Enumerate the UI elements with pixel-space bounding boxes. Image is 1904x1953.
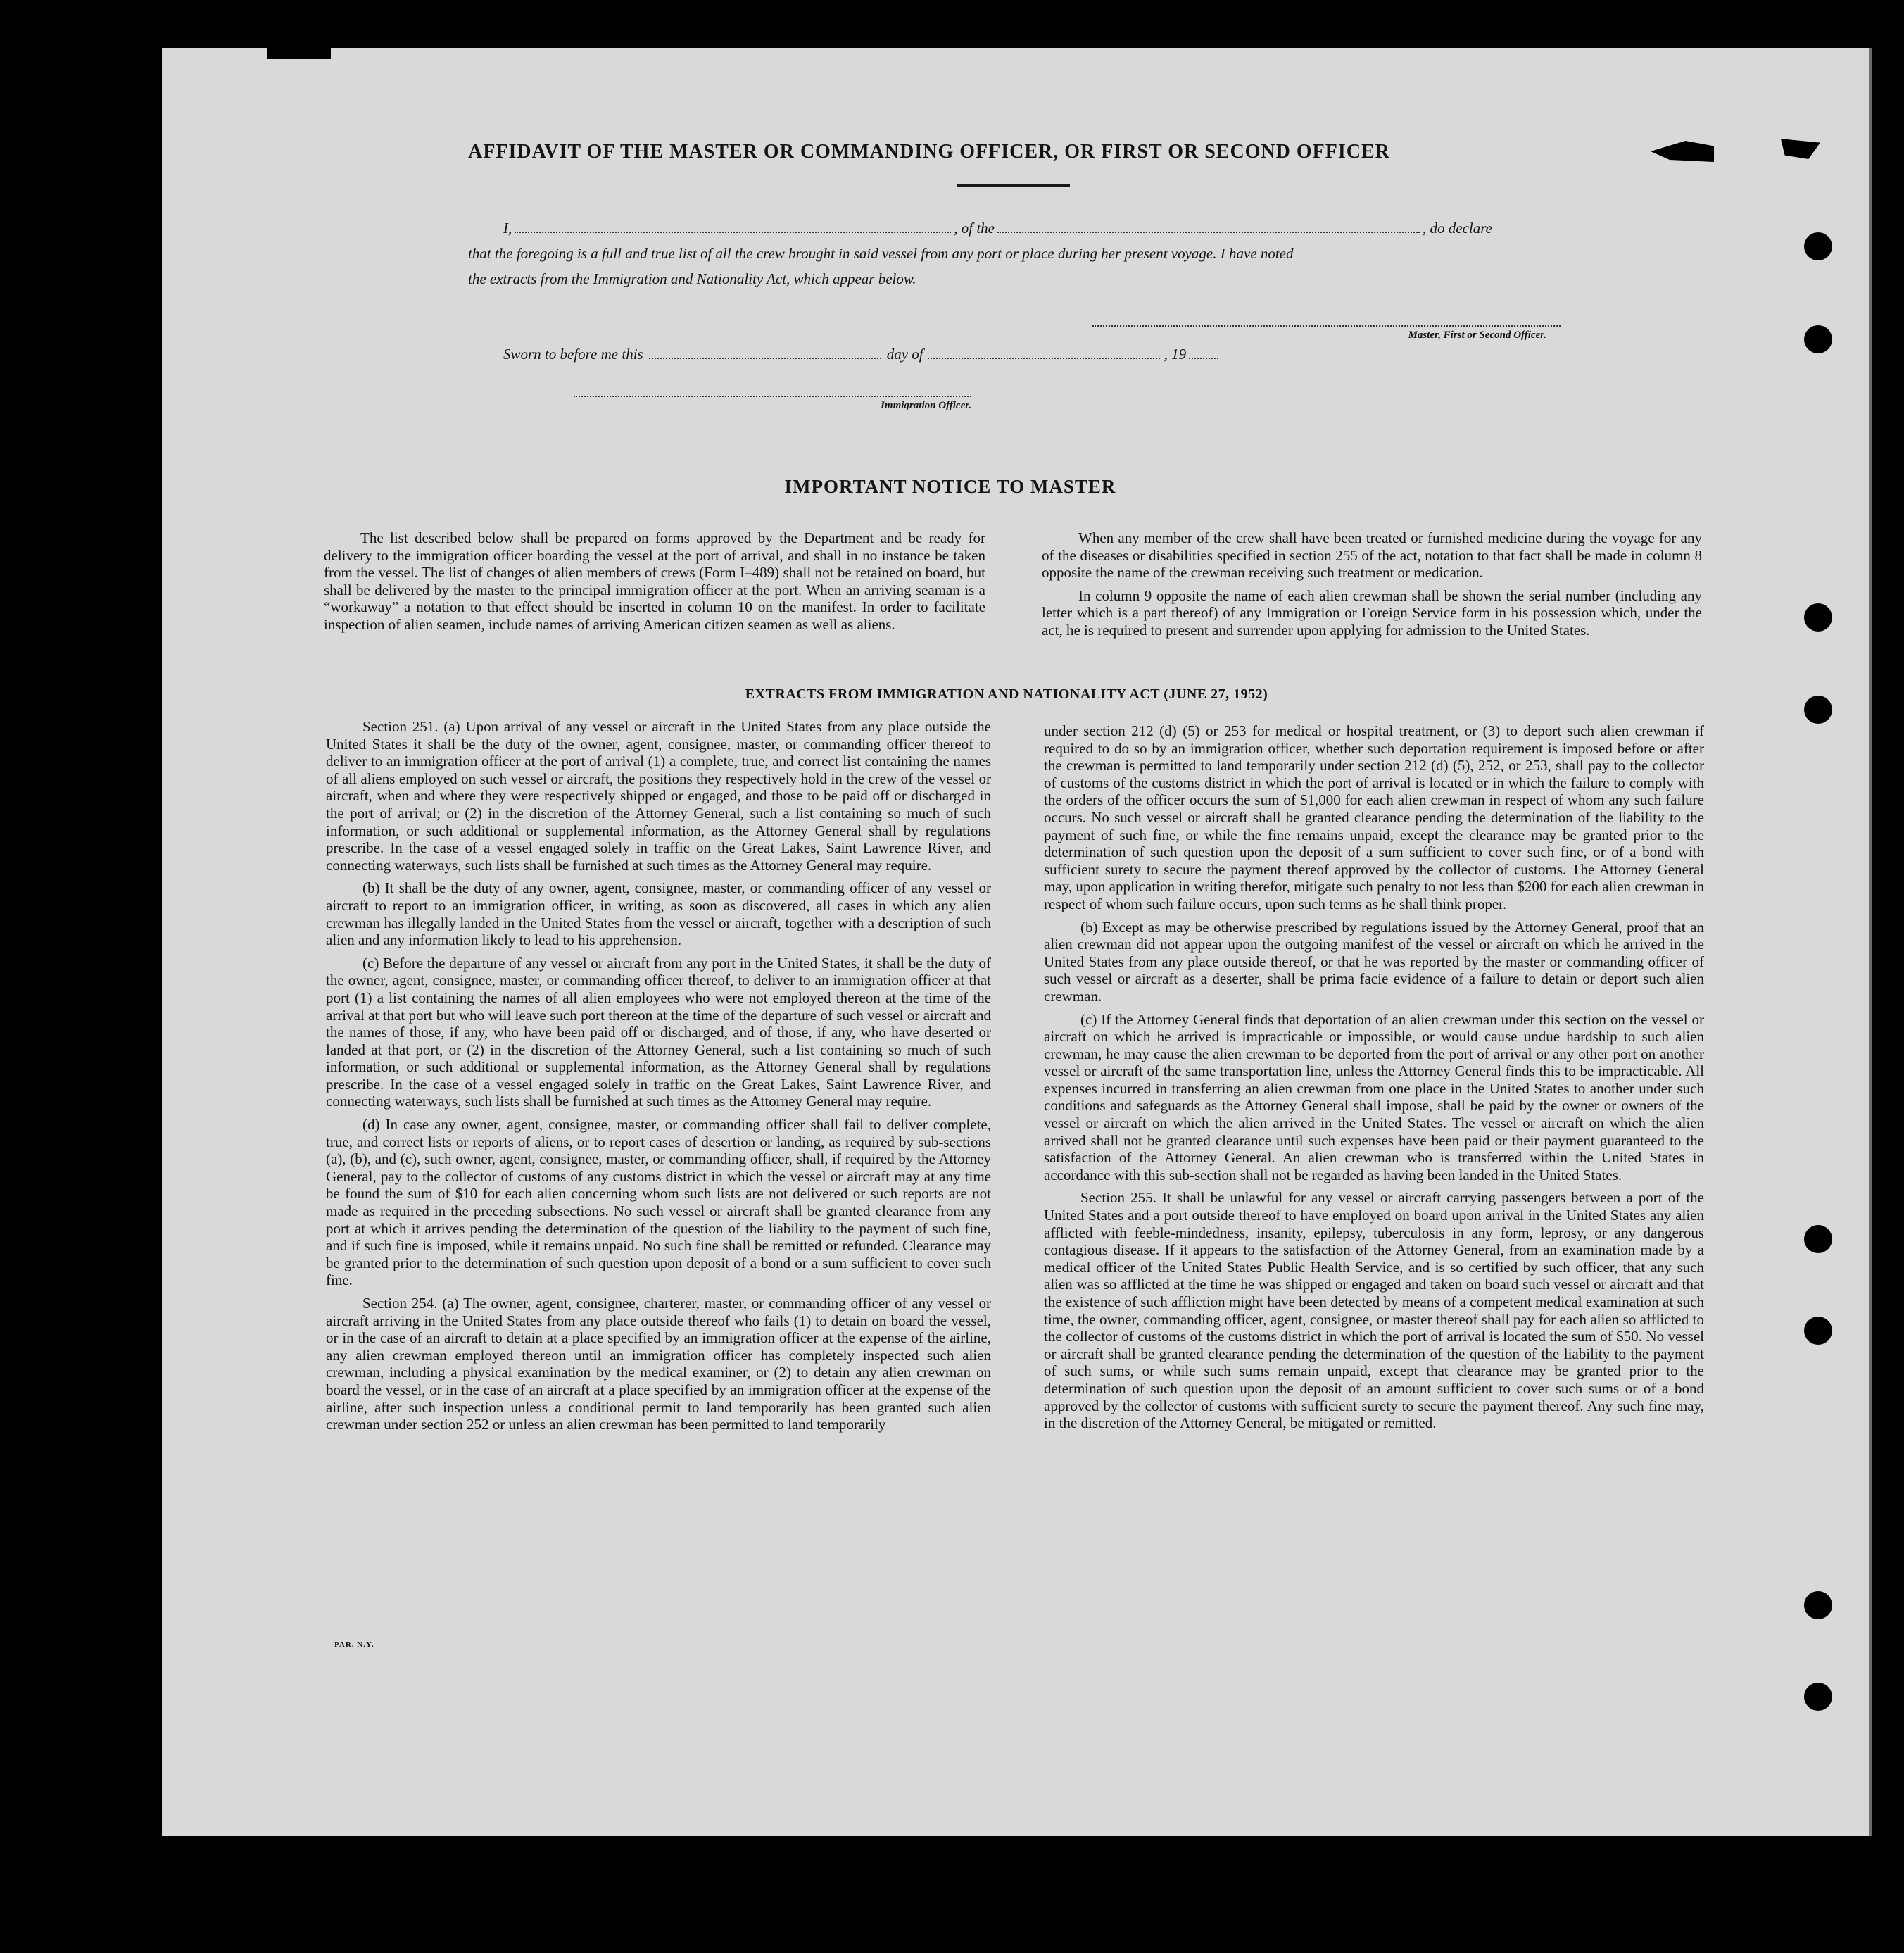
section-255: Section 255. It shall be unlawful for any vessel or aircraft carrying passengers between a port of the United States and a port outside thereof to have employed on board upon arrival in the United States any alien afflicted with feeble-mindedness, insanity, epilepsy, tuberculosis in any form, leprosy, or any dangerous contagious disease. If it appears to the satisfaction of the Attorney General, from an examination made by a medical officer of the United States Public Health Service, and is so certified by such officer, that any such alien was so afflicted at the time he was shipped or engaged and taken on board such vessel or aircraft and that the existence of such affliction might have been detected by means of a competent medical examination at such time, the owner, commanding officer, agent, consignee, or master thereof shall pay for each alien so afflicted to the collector of customs of the customs district in which the port of arrival is located the sum of $50. No vessel or aircraft shall be granted clearance pending the determination of the question of the liability to the payment of such sums, or while such sums remain unpaid, except that clearance may be granted prior to the determination of such question upon the deposit of an amount sufficient to cover such sums or of a bond approved by the collector of customs with sufficient surety to secure the payment thereof. Any such fine may, in the discretion of the Attorney General, be mitigated or remitted. bbox=[1044, 1189, 1704, 1432]
officer-signature-line[interactable] bbox=[574, 396, 971, 397]
notice-left-paragraph: The list described below shall be prepared on forms approved by the Department and be ready for delivery to the immigration officer boarding the vessel at the port of arrival, and shall in no instance be taken from the vessel. The list of changes of alien members of crews (Form I–489) shall not be retained on board, but shall be delivered by the master to the principal immigration officer at the port. When an arriving seaman is a “workaway” a notation to that effect should be inserted in column 10 on the manifest. In order to facilitate inspection of alien seamen, include names of arriving American citizen seamen as well as aliens. bbox=[324, 529, 985, 633]
affidavit-title: AFFIDAVIT OF THE MASTER OR COMMANDING OFFICER, OR FIRST OR SECOND OFFICER bbox=[468, 141, 1390, 163]
do-declare-label: , do declare bbox=[1423, 220, 1492, 237]
declaration-block bbox=[468, 215, 1566, 291]
officer-caption: Immigration Officer. bbox=[881, 400, 971, 411]
i-label: I, bbox=[503, 220, 512, 237]
year-field[interactable] bbox=[1189, 345, 1218, 359]
punch-hole bbox=[1804, 603, 1832, 632]
section-254-a: Section 254. (a) The owner, agent, consignee, charterer, master, or commanding officer of any vessel or aircraft arriving in the United States from any place outside thereof who fails (1) to detain on board the vessel, or in the case of an aircraft to detain at a place specified by an immigration officer at the expense of the airline, any alien crewman employed thereon until an immigration officer has completely inspected such alien crewman, including a physical examination by the medical examiner, or (2) to detain any alien crewman on board the vessel, or in the case of an aircraft at a place specified by an immigration officer at the expense of the airline, after such inspection unless a conditional permit to land temporarily has been granted such alien crewman under section 252 or unless an alien crewman has been permitted to land temporarily bbox=[326, 1295, 991, 1433]
declaration-line-2: the extracts from the Immigration and Nationality Act, which appear below. bbox=[468, 270, 916, 287]
notice-right-column bbox=[1042, 529, 1702, 645]
extracts-right-column bbox=[1044, 722, 1704, 1438]
notice-title: IMPORTANT NOTICE TO MASTER bbox=[784, 476, 1116, 497]
punch-hole bbox=[1804, 1591, 1832, 1619]
printer-mark: PAR. N.Y. bbox=[334, 1640, 374, 1649]
title-rule bbox=[957, 184, 1070, 187]
of-the-label: , of the bbox=[954, 220, 995, 237]
page-edge bbox=[1869, 48, 1872, 1836]
master-signature-line[interactable] bbox=[1092, 325, 1561, 327]
section-251-c: (c) Before the departure of any vessel or aircraft from any port in the United States, it shall be the duty of the owner, agent, consignee, master, or commanding officer thereof, to deliver to an immigration officer at that port (1) a list containing the names of all alien employees who were not employed thereon at the time of the arrival at that port but who will leave such port thereon at the time of the departure of such vessel or aircraft and the names of those, if any, who have been paid off or discharged, and of those, if any, who have deserted or landed at that port, or (2) in the discretion of the Attorney General, such a list containing so much of such information, or such additional or supplemental information, as the Attorney General shall by regulations prescribe. In the case of a vessel engaged solely in traffic on the Great Lakes, Saint Lawrence River, and connecting waterways, such lists shall be furnished at such times as the Attorney General may require. bbox=[326, 954, 991, 1110]
notice-left-column bbox=[324, 529, 985, 639]
notice-right-paragraph-1: When any member of the crew shall have been treated or furnished medicine during the voyage for any of the diseases or disabilities specified in section 255 of the act, notation to that fact shall be made in column 8 opposite the name of the crewman receiving such treatment or medication. bbox=[1042, 529, 1702, 582]
punch-hole bbox=[1804, 325, 1832, 353]
section-251-d: (d) In case any owner, agent, consignee, master, or commanding officer shall fail to deliver complete, true, and correct lists or reports of aliens, or to report cases of desertion or landing, as required by sub-sections (a), (b), and (c), such owner, agent, consignee, master, or commanding officer, shall, if required by the Attorney General, pay to the collector of customs of any customs district in which the vessel or aircraft may at any time be found the sum of $10 for each alien concerning whom such lists are not delivered or such reports are not made as required in the preceding subsections. No such vessel or aircraft shall be granted clearance from any port at which it arrives pending the determination of the question of the liability to the payment of such fine, and if such fine is imposed, while it remains unpaid. No such fine shall be remitted or refunded. Clearance may be granted prior to the determination of such question upon deposit of a bond or a sum sufficient to cover such fine. bbox=[326, 1116, 991, 1289]
year-label: , 19 bbox=[1164, 346, 1187, 363]
day-of-label: day of bbox=[886, 346, 923, 363]
declaration-line-1: that the foregoing is a full and true list of all the crew brought in said vessel from any port or place during her present voyage. I have noted bbox=[468, 245, 1294, 262]
punch-hole bbox=[1804, 1225, 1832, 1253]
name-field[interactable] bbox=[515, 219, 951, 233]
sworn-date-field[interactable] bbox=[649, 345, 881, 359]
master-caption: Master, First or Second Officer. bbox=[1408, 329, 1546, 341]
punch-hole bbox=[1804, 696, 1832, 724]
punch-hole bbox=[1804, 232, 1832, 260]
punch-hole bbox=[1804, 1317, 1832, 1345]
vessel-field[interactable] bbox=[997, 219, 1420, 233]
section-254-b: (b) Except as may be otherwise prescribed by regulations issued by the Attorney General, proof that an alien crewman did not appear upon the outgoing manifest of the vessel or aircraft on which he arrived in the United States from any place outside thereof, or that he was reported by the master or commanding officer of such vessel or aircraft as a deserter, shall be prima facie evidence of a failure to detain or deport such alien crewman. bbox=[1044, 918, 1704, 1005]
extracts-title: EXTRACTS FROM IMMIGRATION AND NATIONALITY ACT (JUNE 27, 1952) bbox=[745, 686, 1268, 702]
month-field[interactable] bbox=[928, 345, 1160, 359]
section-251-a: Section 251. (a) Upon arrival of any vessel or aircraft in the United States from any place outside the United States it shall be the duty of the owner, agent, consignee, master, or commanding officer thereof to deliver to an immigration officer at the port of arrival (1) a complete, true, and correct list containing the names of all aliens employed on such vessel or aircraft, the positions they respectively hold in the crew of the vessel or aircraft, when and where they were respectively shipped or engaged, and those to be paid off or discharged in the port of arrival; or (2) in the discretion of the Attorney General, such a list containing so much of such information, or such additional or supplemental information, as the Attorney General shall by regulations prescribe. In the case of a vessel engaged solely in traffic on the Great Lakes, Saint Lawrence River, and connecting waterways, such lists shall be furnished at such times as the Attorney General may require. bbox=[326, 718, 991, 874]
section-251-b: (b) It shall be the duty of any owner, agent, consignee, master, or commanding officer of any vessel or aircraft to report to an immigration officer, in writing, as soon as discovered, all cases in which any alien crewman has illegally landed in the United States from the vessel or aircraft, together with a description of such alien and any information likely to lead to his apprehension. bbox=[326, 879, 991, 949]
section-254-c: (c) If the Attorney General finds that deportation of an alien crewman under this section on the vessel or aircraft on which he arrived is impracticable or impossible, or would cause undue hardship to such alien crewman, he may cause the alien crewman to be deported from the port of arrival or any other port on another vessel or aircraft of the same transportation line, unless the Attorney General finds this to be impracticable. All expenses incurred in transferring an alien crewman from one place in the United States to another under such conditions and safeguards as the Attorney General shall impose, shall be paid by the owner or owners of the vessel or aircraft on which the alien arrived in the United States. The vessel or aircraft on which the alien arrived shall not be granted clearance until such expenses have been paid or their payment guaranteed to the satisfaction of the Attorney General. An alien crewman who is transferred within the United States in accordance with this sub-section shall not be regarded as having been landed in the United States. bbox=[1044, 1010, 1704, 1183]
extracts-left-column bbox=[326, 718, 991, 1439]
sworn-label: Sworn to before me this bbox=[503, 346, 643, 363]
binder-tab-top-left bbox=[267, 44, 331, 59]
punch-hole bbox=[1804, 1683, 1832, 1711]
section-254-a-continued: under section 212 (d) (5) or 253 for medical or hospital treatment, or (3) to deport such alien crewman if required to do so by an immigration officer, whether such deportation requirement is imposed before or after the crewman is permitted to land temporarily under section 212 (d) (5), 252, or 253, shall pay to the collector of customs of the customs district in which the port of arrival is located or in which the failure to comply with the orders of the officer occurs the sum of $1,000 for each alien crewman in respect of whom any such failure occurs. No such vessel or aircraft shall be granted clearance pending the determination of the liability to the payment of such fine, or while the fine remains unpaid, except the clearance may be granted prior to the determination of such question upon the deposit of a sum sufficient to cover such fine, or of a bond with sufficient surety to secure the payment thereof approved by the collector of customs. The Attorney General may, upon application in writing therefor, mitigate such penalty to not less than $200 for each alien crewman in respect of whom such failure occurs, upon such terms as he shall think proper. bbox=[1044, 722, 1704, 912]
notice-right-paragraph-2: In column 9 opposite the name of each alien crewman shall be shown the serial number (including any letter which is a part thereof) of any Immigration or Foreign Service form in his possession which, under the act, he is required to present and surrender upon applying for admission to the United States. bbox=[1042, 586, 1702, 639]
sworn-line bbox=[503, 345, 1383, 363]
